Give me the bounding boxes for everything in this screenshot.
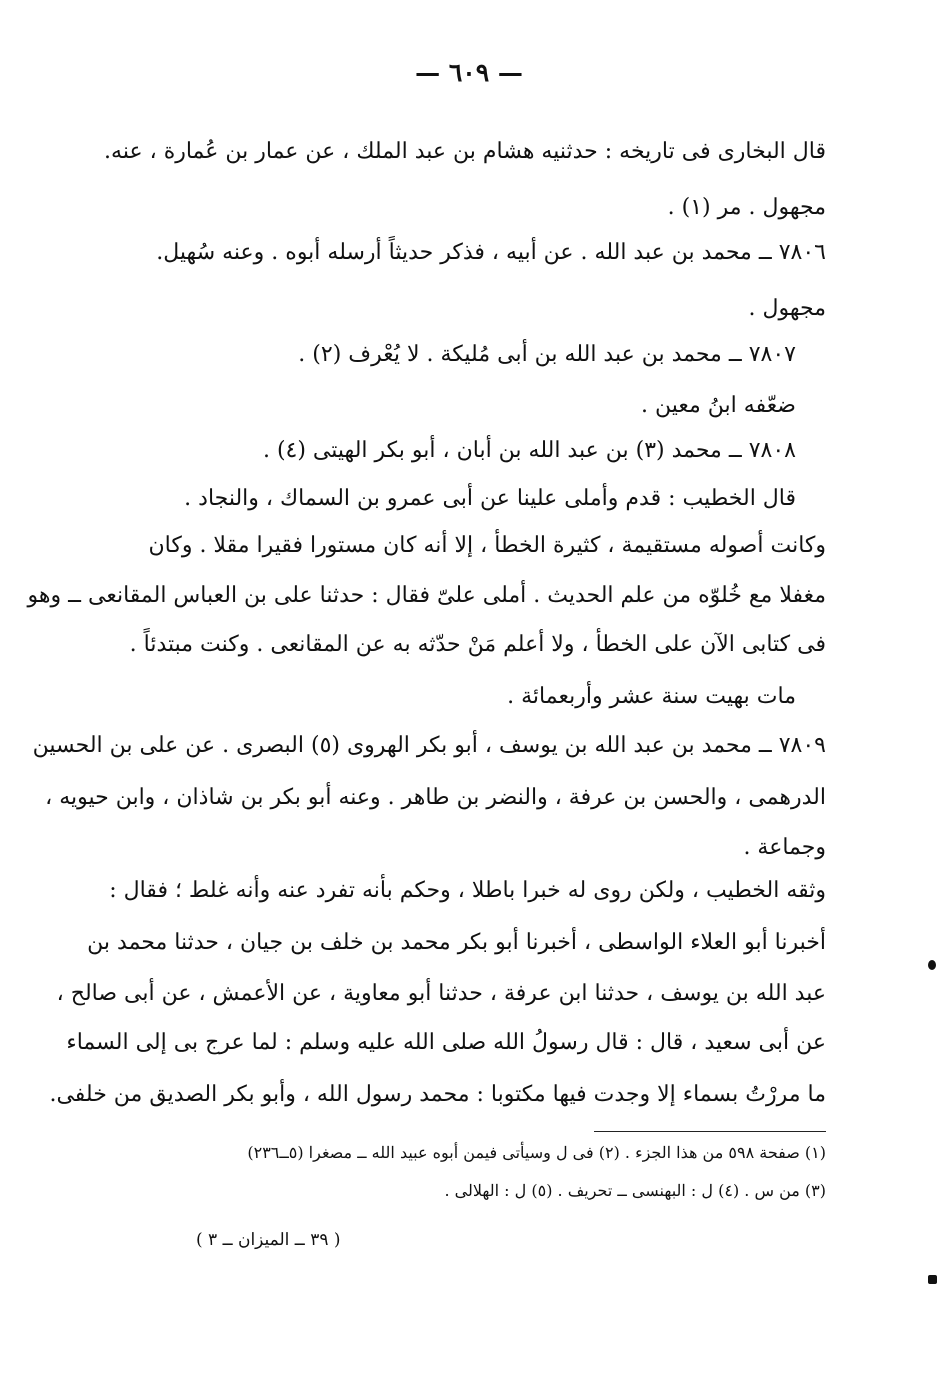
scan-speck [928,1275,937,1284]
text-line: وكانت أصوله مستقيمة ، كثيرة الخطأ ، إلا أنه كان مستورا فقيرا مقلا . وكان [148,533,826,558]
text-line: مجهول . [748,296,826,321]
text-line: وجماعة . [743,835,826,860]
text-line: قال الخطيب : قدم وأملى علينا عن أبى عمرو بن السماك ، والنجاد . [184,486,796,511]
signature-mark: ( ٣٩ ــ الميزان ــ ٣ ) [196,1230,341,1250]
scan-speck [928,960,936,970]
text-line: مات بهيت سنة عشر وأربعمائة . [507,684,796,709]
text-line: وثقه الخطيب ، ولكن روى له خبرا باطلا ، وحكم بأنه تفرد عنه وأنه غلط ؛ فقال : [109,878,826,903]
text-line: قال البخارى فى تاريخه : حدثنيه هشام بن عبد الملك ، عن عمار بن عُمارة ، عنه. [104,139,826,164]
text-line: أخبرنا أبو العلاء الواسطى ، أخبرنا أبو بكر محمد بن خلف بن جيان ، حدثنا محمد بن [87,930,826,955]
text-line: ما مررْتُ بسماء إلا وجدت فيها مكتوبا : محمد رسول الله ، وأبو بكر الصديق من خلفى. [49,1082,826,1107]
text-line: عبد الله بن يوسف ، حدثنا ابن عرفة ، حدثنا أبو معاوية ، عن الأعمش ، عن أبى صالح ، [56,981,826,1006]
entry-7809: ٧٨٠٩ ــ محمد بن عبد الله بن يوسف ، أبو بكر الهروى (٥) البصرى . عن على بن الحسين [32,733,826,758]
footnote-line: (٣) من س . (٤) ل : البهنسى ــ تحريف . (٥) ل : الهلالى . [444,1181,826,1200]
text-line: مغفلا مع خُلوّه من علم الحديث . أملى علىّ فقال : حدثنا على بن العباس المقانعى ــ وهو [27,583,826,608]
text-line: مجهول . مر (١) . [667,195,826,220]
page-number: — ٦٠٩ — [415,58,523,87]
text-line: ضعّفه ابنُ معين . [641,393,796,418]
footnote-line: (١) صفحة ٥٩٨ من هذا الجزء . (٢) فى ل وسيأتى فيمن أبوه عبيد الله ــ مصغرا (٥ــ٢٣٦) [247,1143,826,1162]
text-line: الدرهمى ، والحسن بن عرفة ، والنضر بن طاهر . وعنه أبو بكر بن شاذان ، وابن حيويه ، [45,785,826,810]
footnote-divider [594,1131,826,1132]
text-line: فى كتابى الآن على الخطأ ، ولا أعلم مَنْ حدّثه به عن المقانعى . وكنت مبتدئاً . [129,632,826,657]
entry-7807: ٧٨٠٧ ــ محمد بن عبد الله بن أبى مُليكة . لا يُعْرف (٢) . [298,342,796,367]
entry-7806: ٧٨٠٦ ــ محمد بن عبد الله . عن أبيه ، فذكر حديثاً أرسله أبوه . وعنه سُهيل. [156,240,826,265]
entry-7808: ٧٨٠٨ ــ محمد (٣) بن عبد الله بن أبان ، أبو بكر الهيتى (٤) . [262,438,796,463]
text-line: عن أبى سعيد ، قال : قال رسولُ الله صلى الله عليه وسلم : لما عرج بى إلى السماء [66,1030,826,1055]
